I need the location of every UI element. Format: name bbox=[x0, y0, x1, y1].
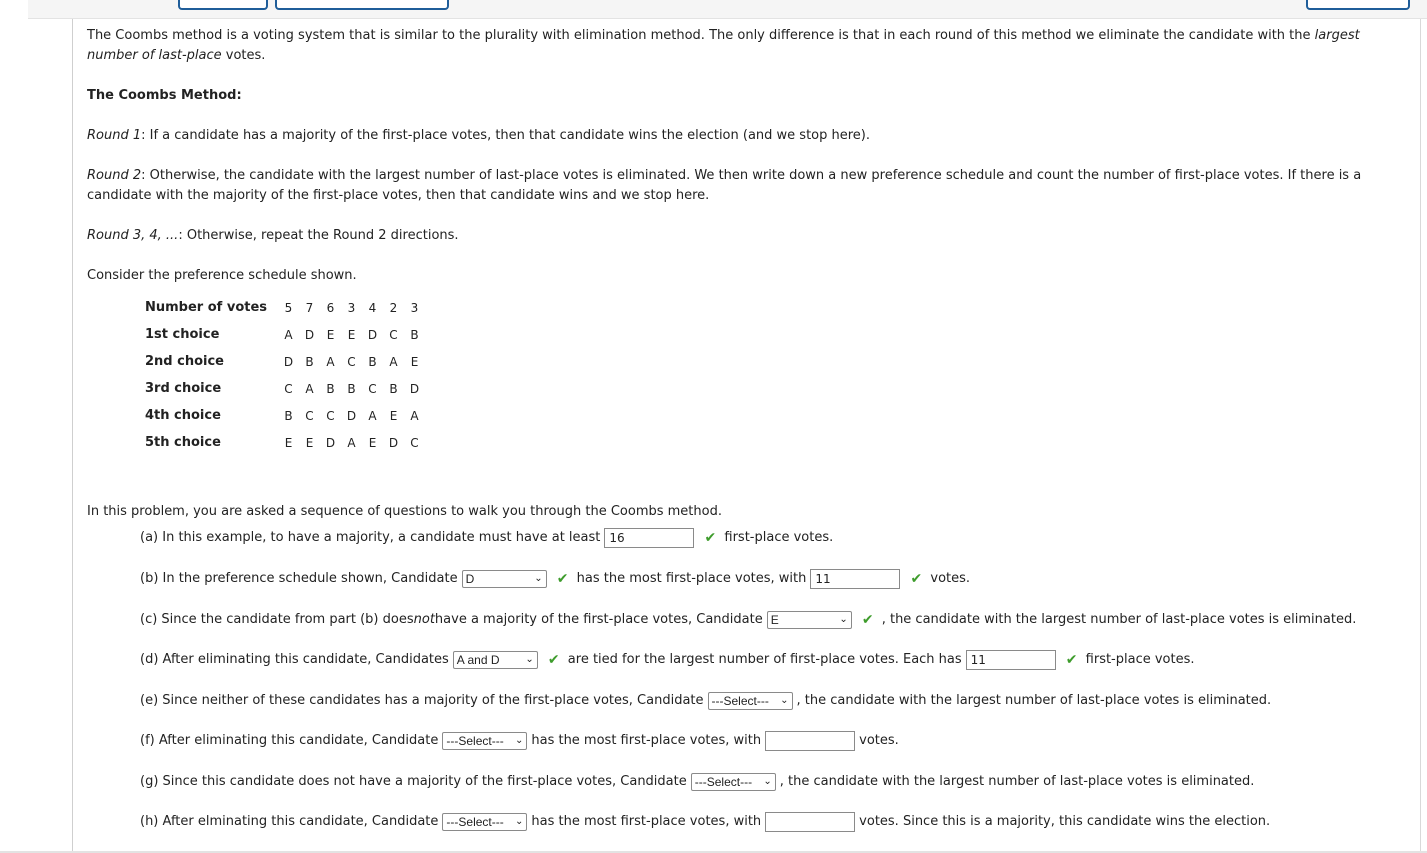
first-place-votes-input-f[interactable] bbox=[765, 731, 855, 751]
chevron-down-icon: ⌄ bbox=[763, 776, 772, 787]
choice-cell: D bbox=[388, 435, 399, 450]
top-button-3[interactable] bbox=[1306, 0, 1410, 10]
chevron-down-icon: ⌄ bbox=[525, 654, 534, 665]
choice-cell: C bbox=[410, 435, 419, 450]
first-place-votes-input-b[interactable]: 11 bbox=[810, 569, 900, 589]
choice-cell: B bbox=[389, 381, 398, 396]
round-2-text: Round 2: Otherwise, the candidate with the largest number of last-place votes is eliminated. We then write down a new preference schedule and count the number of first-place votes. If there is a candidate with the majority of the first-place votes, then that candidate wins and we stop here. bbox=[87, 168, 1362, 203]
vote-count: 4 bbox=[368, 300, 377, 315]
round-1-text: Round 1: If a candidate has a majority of the first-place votes, then that candidate wins the election (and we stop here). bbox=[87, 128, 871, 143]
right-border bbox=[1420, 19, 1421, 853]
question-b: (b) In the preference schedule shown, Candidate D ⌄ ✔ has the most first-place votes, with 11 ✔ votes. bbox=[140, 571, 971, 587]
candidate-select-c[interactable]: E ⌄ bbox=[767, 611, 852, 629]
choice-row bbox=[145, 429, 425, 456]
choice-cell: D bbox=[325, 435, 336, 450]
check-icon: ✔ bbox=[861, 612, 874, 628]
choice-label: 2nd choice bbox=[145, 353, 225, 369]
candidate-select-f[interactable]: ---Select--- ⌄ bbox=[442, 732, 527, 750]
choice-cell: A bbox=[389, 354, 398, 369]
check-icon: ✔ bbox=[547, 652, 560, 668]
choice-cell: B bbox=[368, 354, 377, 369]
vote-count: 5 bbox=[284, 300, 293, 315]
choice-cell: C bbox=[284, 381, 293, 396]
first-place-votes-input-h[interactable] bbox=[765, 812, 855, 832]
votes-header: Number of votes bbox=[145, 299, 268, 315]
chevron-down-icon: ⌄ bbox=[515, 816, 524, 827]
first-place-votes-input-d[interactable]: 11 bbox=[966, 650, 1056, 670]
choice-cell: C bbox=[347, 354, 356, 369]
choice-row bbox=[145, 321, 425, 348]
choice-cell: D bbox=[283, 354, 294, 369]
choice-row bbox=[145, 348, 425, 375]
choice-cell: D bbox=[304, 327, 315, 342]
choice-cell: E bbox=[410, 354, 419, 369]
vote-count: 3 bbox=[347, 300, 356, 315]
candidate-select-b[interactable]: D ⌄ bbox=[462, 570, 547, 588]
candidate-select-e[interactable]: ---Select--- ⌄ bbox=[708, 692, 793, 710]
check-icon: ✔ bbox=[556, 571, 569, 587]
choice-cell: B bbox=[305, 354, 314, 369]
choice-cell: C bbox=[368, 381, 377, 396]
choice-cell: B bbox=[284, 408, 293, 423]
method-title: The Coombs Method: bbox=[87, 88, 242, 103]
choice-row bbox=[145, 375, 425, 402]
vote-count: 2 bbox=[389, 300, 398, 315]
candidates-select-d[interactable]: A and D ⌄ bbox=[453, 651, 538, 669]
check-icon: ✔ bbox=[910, 571, 923, 587]
preference-schedule bbox=[145, 294, 425, 456]
choice-cell: A bbox=[410, 408, 419, 423]
vote-count: 3 bbox=[410, 300, 419, 315]
choice-cell: D bbox=[367, 327, 378, 342]
choice-cell: B bbox=[326, 381, 335, 396]
question-g: (g) Since this candidate does not have a majority of the first-place votes, Candidate ---Select--- ⌄ , the candidate with the largest number of last-place votes is eliminated. bbox=[140, 774, 1255, 789]
choice-label: 4th choice bbox=[145, 407, 221, 423]
chevron-down-icon: ⌄ bbox=[780, 695, 789, 706]
intro-paragraph: The Coombs method is a voting system that is similar to the plurality with elimination method. The only difference is that in each round of this method we eliminate the candidate with the largest number of last-place votes. bbox=[87, 28, 1360, 63]
choice-cell: C bbox=[389, 327, 398, 342]
question-d: (d) After eliminating this candidate, Candidates A and D ⌄ ✔ are tied for the largest number of first-place votes. Each has 11 ✔ first-place votes. bbox=[140, 652, 1195, 668]
choice-cell: D bbox=[409, 381, 420, 396]
choice-cell: A bbox=[326, 354, 335, 369]
choice-cell: C bbox=[326, 408, 335, 423]
choice-cell: A bbox=[368, 408, 377, 423]
choice-row bbox=[145, 402, 425, 429]
round-3-text: Round 3, 4, ...: Otherwise, repeat the Round 2 directions. bbox=[87, 228, 459, 243]
candidate-select-g[interactable]: ---Select--- ⌄ bbox=[691, 773, 776, 791]
choice-cell: E bbox=[368, 435, 377, 450]
choice-cell: A bbox=[347, 435, 356, 450]
left-border bbox=[72, 19, 73, 853]
question-f: (f) After eliminating this candidate, Candidate ---Select--- ⌄ has the most first-place votes, with votes. bbox=[140, 729, 899, 753]
votes-row bbox=[145, 294, 425, 321]
majority-input[interactable]: 16 bbox=[604, 528, 694, 548]
choice-cell: B bbox=[410, 327, 419, 342]
choice-cell: E bbox=[305, 435, 314, 450]
vote-count: 6 bbox=[326, 300, 335, 315]
choice-cell: A bbox=[284, 327, 293, 342]
candidate-select-h[interactable]: ---Select--- ⌄ bbox=[442, 813, 527, 831]
consider-text: Consider the preference schedule shown. bbox=[87, 268, 357, 283]
top-button-1[interactable] bbox=[178, 0, 268, 10]
choice-cell: A bbox=[305, 381, 314, 396]
choice-label: 5th choice bbox=[145, 434, 221, 450]
choice-label: 1st choice bbox=[145, 326, 220, 342]
top-toolbar bbox=[28, 0, 1427, 19]
top-button-2[interactable] bbox=[275, 0, 449, 10]
question-e: (e) Since neither of these candidates has a majority of the first-place votes, Candidate ---Select--- ⌄ , the candidate with the largest number of last-place votes is eliminated. bbox=[140, 693, 1272, 708]
choice-cell: E bbox=[347, 327, 356, 342]
vote-count: 7 bbox=[305, 300, 314, 315]
chevron-down-icon: ⌄ bbox=[534, 573, 543, 584]
choice-cell: E bbox=[284, 435, 293, 450]
choice-cell: C bbox=[305, 408, 314, 423]
check-icon: ✔ bbox=[704, 530, 717, 546]
check-icon: ✔ bbox=[1065, 652, 1078, 668]
question-a: (a) In this example, to have a majority, a candidate must have at least 16 ✔ first-place votes. bbox=[140, 530, 834, 546]
question-c: (c) Since the candidate from part (b) does not have a majority of the first-place votes, Candidate E ⌄ ✔ , the candidate with the largest number of last-place votes is eliminated. bbox=[140, 612, 1357, 628]
choice-cell: E bbox=[389, 408, 398, 423]
choice-cell: D bbox=[346, 408, 357, 423]
chevron-down-icon: ⌄ bbox=[514, 735, 524, 746]
choice-cell: E bbox=[326, 327, 335, 342]
problem-intro: In this problem, you are asked a sequence of questions to walk you through the Coombs method. bbox=[87, 504, 722, 519]
choice-cell: B bbox=[347, 381, 356, 396]
choice-label: 3rd choice bbox=[145, 380, 222, 396]
chevron-down-icon: ⌄ bbox=[839, 614, 848, 625]
question-h: (h) After elminating this candidate, Candidate ---Select--- ⌄ has the most first-place votes, with votes. Since this is a majority, this candidate wins the election. bbox=[140, 810, 1270, 834]
